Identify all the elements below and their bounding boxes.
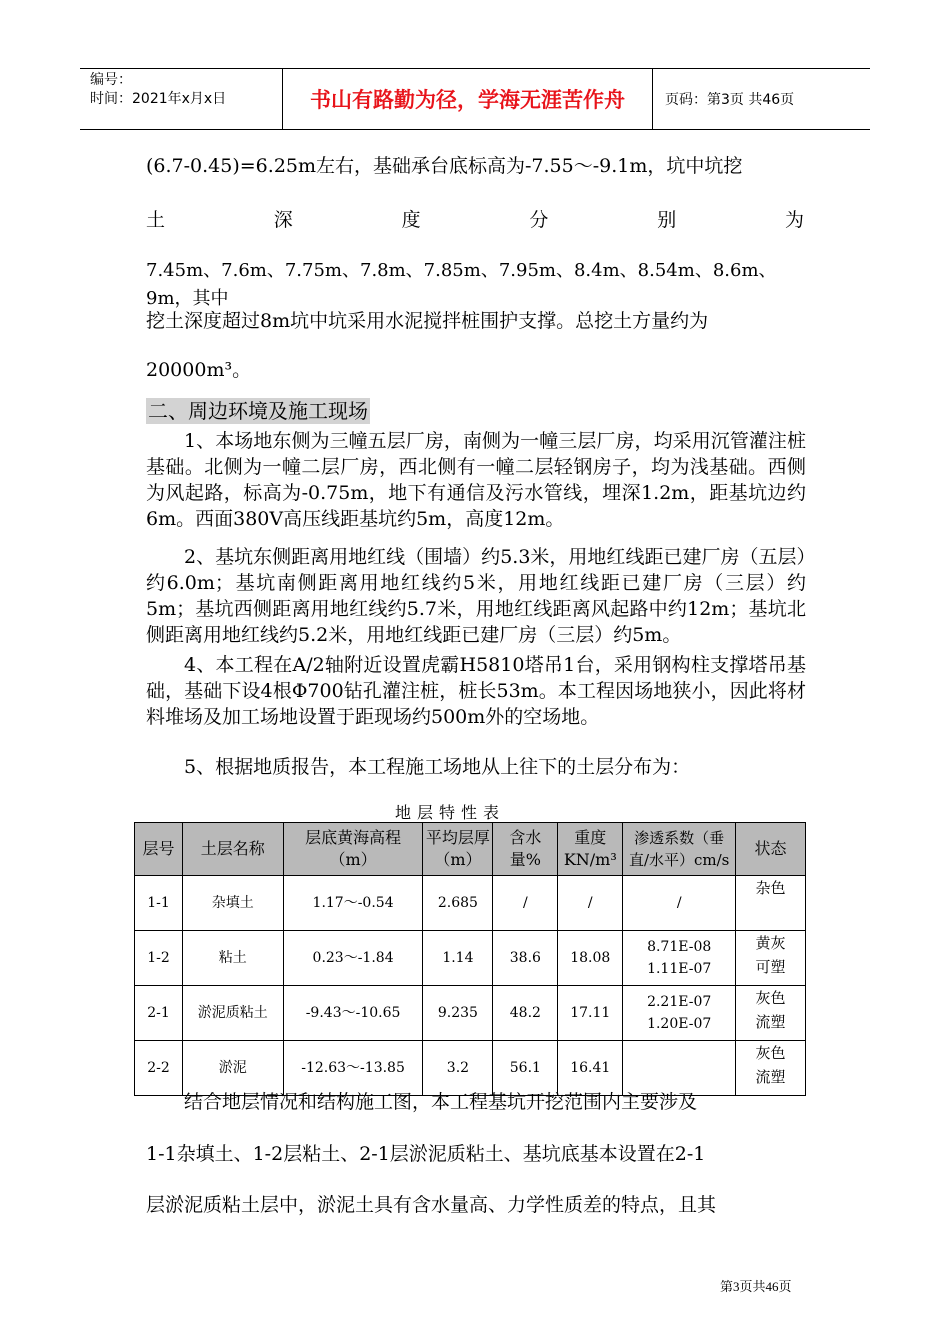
state-color: 黄灰 bbox=[755, 934, 786, 952]
cell-name: 淤泥质粘土 bbox=[182, 986, 283, 1041]
body-line-4: 挖土深度超过8m坑中坑采用水泥搅拌桩围护支撑。总挖土方量约为 bbox=[146, 310, 709, 332]
header-meta bbox=[80, 69, 282, 129]
cell-state bbox=[736, 986, 806, 1041]
cell-thickness: 2.685 bbox=[423, 876, 493, 931]
permeability-vertical: 8.71E-08 bbox=[647, 939, 712, 955]
header-cell: 层号 bbox=[135, 823, 183, 876]
state-plasticity: 流塑 bbox=[755, 1013, 786, 1031]
cell-id: 2-2 bbox=[135, 1041, 183, 1096]
cell-name: 淤泥 bbox=[182, 1041, 283, 1096]
cell-thickness: 9.235 bbox=[423, 986, 493, 1041]
cell-weight: 18.08 bbox=[558, 931, 623, 986]
page-header bbox=[80, 68, 870, 130]
header-motto: 书山有路勤为径，学海无涯苦作舟 bbox=[282, 69, 653, 129]
header-cell: 重度KN/m³ bbox=[558, 823, 623, 876]
state-color: 灰色 bbox=[755, 1044, 786, 1062]
permeability-vertical: 2.21E-07 bbox=[647, 994, 712, 1010]
paragraph-5: 5、根据地质报告，本工程施工场地从上往下的土层分布为： bbox=[184, 756, 691, 778]
cell-water: 56.1 bbox=[493, 1041, 558, 1096]
soil-properties-table bbox=[134, 822, 806, 1096]
body-line-3: 7.45m、7.6m、7.75m、7.8m、7.85m、7.95m、8.4m、8.54m、8.6m、9m，其中 bbox=[146, 260, 777, 309]
cell-weight: / bbox=[558, 876, 623, 931]
header-cell: 平均层厚（m） bbox=[423, 823, 493, 876]
cell-name: 杂填土 bbox=[182, 876, 283, 931]
cell-thickness: 1.14 bbox=[423, 931, 493, 986]
after-line-3: 层淤泥质粘土层中，淤泥土具有含水量高、力学性质差的特点，且其 bbox=[146, 1194, 717, 1216]
cell-elevation: -12.63～-13.85 bbox=[283, 1041, 423, 1096]
cell-permeability bbox=[623, 986, 736, 1041]
header-page-label: 页码：第3页 共46页 bbox=[665, 92, 795, 108]
cell-weight: 17.11 bbox=[558, 986, 623, 1041]
table-title: 地层特性表 bbox=[395, 803, 506, 822]
table-row bbox=[135, 876, 806, 931]
cell-permeability bbox=[623, 931, 736, 986]
cell-id: 1-2 bbox=[135, 931, 183, 986]
number-label: 编号： bbox=[90, 72, 132, 88]
paragraph-4: 4、本工程在A/2轴附近设置虎霸H5810塔吊1台，采用钢构柱支撑塔吊基础，基础下设4根Φ700钻孔灌注桩，桩长53m。本工程因场地狭小，因此将材料堆场及加工场地设置于距现场约500m外的空场地。 bbox=[146, 654, 806, 728]
header-cell: 含水量% bbox=[493, 823, 558, 876]
state-color: 杂色 bbox=[755, 879, 786, 897]
cell-name: 粘土 bbox=[182, 931, 283, 986]
state-color: 灰色 bbox=[755, 989, 786, 1007]
cell-id: 1-1 bbox=[135, 876, 183, 931]
section-title: 二、周边环境及施工现场 bbox=[148, 399, 368, 423]
cell-state bbox=[736, 931, 806, 986]
table-header-row bbox=[135, 823, 806, 876]
cell-water: / bbox=[493, 876, 558, 931]
table-row bbox=[135, 986, 806, 1041]
after-line-1: 结合地层情况和结构施工图，本工程基坑开挖范围内主要涉及 bbox=[184, 1091, 698, 1113]
permeability-horizontal: 1.11E-07 bbox=[647, 961, 712, 977]
table-row bbox=[135, 931, 806, 986]
permeability-horizontal: 1.20E-07 bbox=[647, 1016, 712, 1032]
after-line-2: 1-1杂填土、1-2层粘土、2-1层淤泥质粘土、基坑底基本设置在2-1 bbox=[146, 1143, 706, 1165]
cell-permeability bbox=[623, 876, 736, 931]
body-line-5: 20000m³。 bbox=[146, 359, 252, 381]
cell-elevation: 0.23～-1.84 bbox=[283, 931, 423, 986]
cell-elevation: -9.43～-10.65 bbox=[283, 986, 423, 1041]
state-plasticity: 流塑 bbox=[755, 1068, 786, 1086]
header-cell: 层底黄海高程（m） bbox=[283, 823, 423, 876]
time-label: 时间：2021年x月x日 bbox=[90, 91, 227, 107]
body-line-1: (6.7-0.45)=6.25m左右，基础承台底标高为-7.55～-9.1m，坑中坑挖 bbox=[146, 155, 743, 177]
header-cell: 状态 bbox=[736, 823, 806, 876]
state-plasticity: 可塑 bbox=[755, 958, 786, 976]
cell-elevation: 1.17～-0.54 bbox=[283, 876, 423, 931]
cell-id: 2-1 bbox=[135, 986, 183, 1041]
paragraph-2: 2、基坑东侧距离用地红线（围墙）约5.3米，用地红线距已建厂房（五层）约6.0m；基坑南侧距离用地红线约5米，用地红线距已建厂房（三层）约5m；基坑西侧距离用地红线约5.7米，用地红线距离风起路中约12m；基坑北侧距离用地红线约5.2米，用地红线距已建厂房（三层）约5m。 bbox=[146, 546, 806, 646]
paragraph-1: 1、本场地东侧为三幢五层厂房，南侧为一幢三层厂房，均采用沉管灌注桩基础。北侧为一幢二层厂房，西北侧有一幢二层轻钢房子，均为浅基础。西侧为风起路，标高为-0.75m，地下有通信及污水管线，埋深1.2m，距基坑边约6m。西面380V高压线距基坑约5m，高度12m。 bbox=[146, 430, 806, 530]
cell-water: 38.6 bbox=[493, 931, 558, 986]
page-footer: 第3页共46页 bbox=[720, 1279, 792, 1294]
permeability-vertical: / bbox=[676, 895, 682, 911]
cell-state bbox=[736, 876, 806, 931]
cell-weight: 16.41 bbox=[558, 1041, 623, 1096]
body-line-2: 土深度分别为 bbox=[146, 209, 806, 231]
cell-water: 48.2 bbox=[493, 986, 558, 1041]
header-cell: 土层名称 bbox=[182, 823, 283, 876]
header-cell: 渗透系数（垂直/水平）cm/s bbox=[623, 823, 736, 876]
cell-thickness: 3.2 bbox=[423, 1041, 493, 1096]
